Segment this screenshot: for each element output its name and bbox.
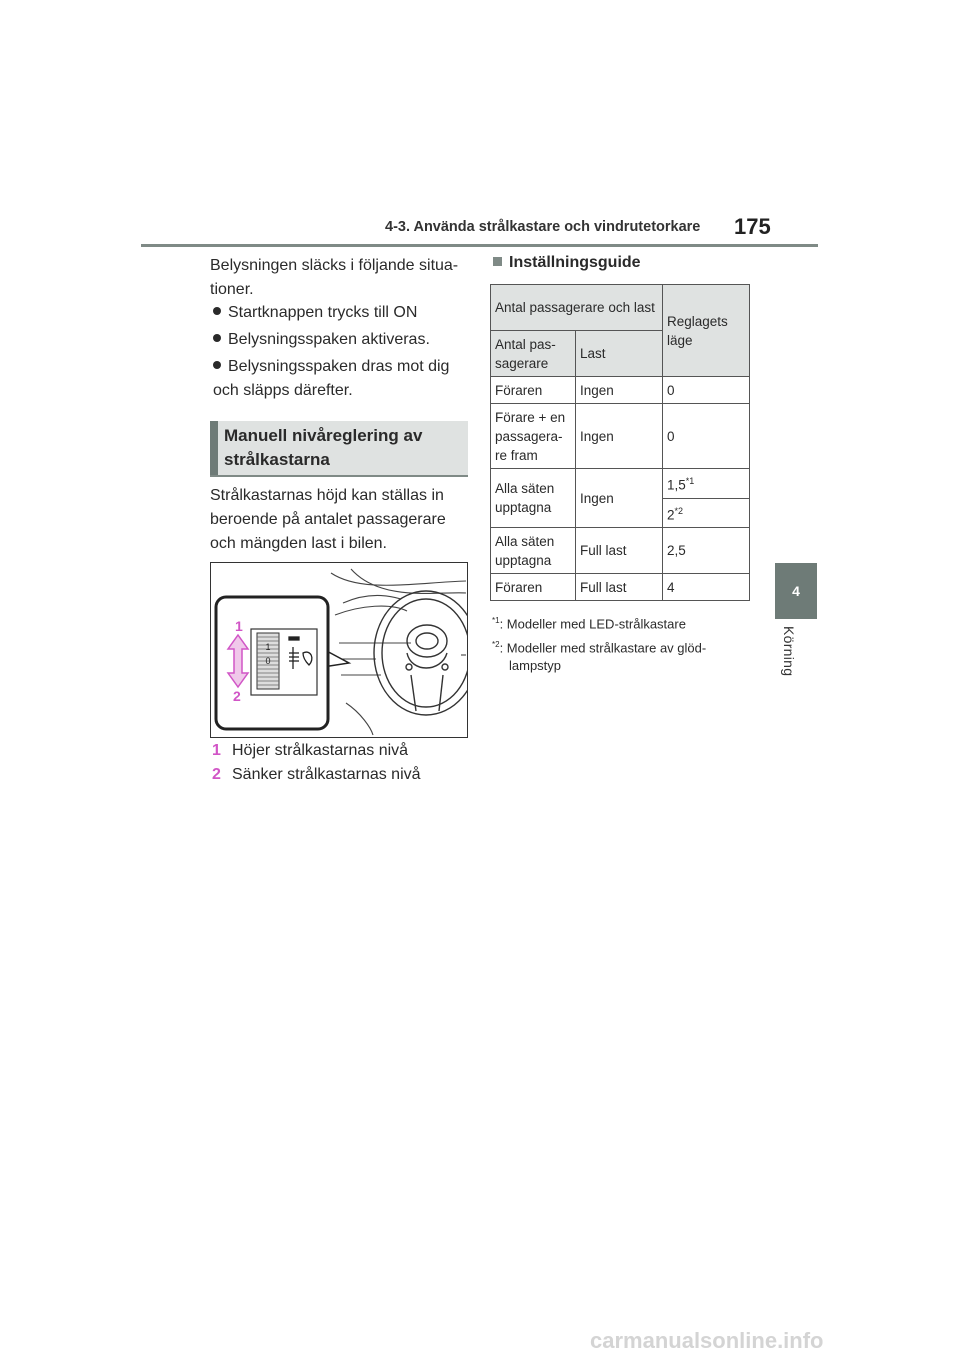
header-passengers-and-load: Antal passagerare och last bbox=[491, 285, 663, 331]
bullet-item bbox=[213, 355, 463, 403]
footnote-continuation: lampstyp bbox=[509, 658, 562, 674]
footnote-text: : Modeller med strålkastare av glöd- bbox=[499, 640, 707, 656]
cell-load: Ingen bbox=[576, 404, 663, 469]
figure-label-down: 2 bbox=[233, 688, 241, 704]
cell-passengers: Förare + en passagera-re fram bbox=[491, 404, 576, 469]
header-section-title: 4-3. Använda strålkastare och vindrutetorkare bbox=[385, 219, 701, 235]
chapter-tab[interactable] bbox=[775, 563, 817, 619]
header-setting: Reglagets läge bbox=[663, 285, 750, 377]
figure-label-up: 1 bbox=[235, 618, 243, 634]
intro-text: Belysningen släcks i följande situa-tioner. bbox=[210, 257, 459, 298]
footnote-ref: *2 bbox=[674, 505, 684, 516]
footnote-text: : Modeller med LED-strålkastare bbox=[499, 616, 686, 632]
cell-setting bbox=[663, 498, 750, 528]
bullet-text: Belysningsspaken aktiveras. bbox=[228, 331, 430, 348]
cell-passengers: Föraren bbox=[491, 574, 576, 601]
section-heading-box bbox=[210, 421, 468, 477]
legend-item bbox=[212, 740, 408, 762]
footnote bbox=[492, 612, 686, 633]
cell-setting: 4 bbox=[663, 574, 750, 601]
bullet-text: Belysningsspaken dras mot dig och släpps därefter. bbox=[213, 358, 450, 399]
cell-setting: 0 bbox=[663, 377, 750, 404]
section-heading: Manuell nivåreglering av strålkastarna bbox=[224, 426, 423, 469]
cell-passengers: Föraren bbox=[491, 377, 576, 404]
page-number: 175 bbox=[734, 214, 771, 239]
legend-text: Höjer strålkastarnas nivå bbox=[232, 742, 409, 759]
header-load: Last bbox=[576, 331, 663, 377]
table-row bbox=[491, 574, 750, 601]
cell-load: Ingen bbox=[576, 377, 663, 404]
subsection-heading bbox=[493, 254, 641, 272]
setting-value: 2 bbox=[667, 507, 675, 522]
cell-setting: 2,5 bbox=[663, 528, 750, 574]
header-passengers: Antal pas-sagerare bbox=[491, 331, 576, 377]
bullet-dot-icon bbox=[213, 307, 221, 315]
bullet-dot-icon bbox=[213, 334, 221, 342]
footnote-mark: *2 bbox=[492, 640, 500, 649]
dial-mark-bottom: 0 bbox=[265, 656, 271, 666]
chapter-tab-label: Körning bbox=[781, 626, 797, 677]
bullet-item bbox=[213, 301, 463, 325]
headlight-leveling-figure bbox=[210, 562, 468, 738]
table-row bbox=[491, 404, 750, 469]
legend-number: 1 bbox=[212, 742, 221, 759]
legend-number: 2 bbox=[212, 766, 221, 783]
header-divider bbox=[141, 244, 818, 247]
cell-load: Full last bbox=[576, 528, 663, 574]
subsection-heading-text: Inställningsguide bbox=[509, 254, 641, 271]
settings-guide-table bbox=[490, 284, 750, 601]
cell-setting bbox=[663, 469, 750, 499]
bullet-text: Startknappen trycks till ON bbox=[228, 304, 418, 321]
steering-wheel-icon bbox=[374, 591, 467, 715]
bullet-dot-icon bbox=[213, 361, 221, 369]
footnote-mark: *1 bbox=[492, 616, 500, 625]
footnote bbox=[492, 636, 748, 675]
cell-passengers: Alla säten upptagna bbox=[491, 528, 576, 574]
section-paragraph: Strålkastarnas höjd kan ställas in beroende på antalet passagerare och mängden last i bilen. bbox=[210, 487, 446, 552]
section-heading-bar bbox=[210, 421, 218, 475]
dial-mark-top: 1 bbox=[265, 642, 271, 652]
cell-load: Full last bbox=[576, 574, 663, 601]
cell-passengers: Alla säten upptagna bbox=[491, 469, 576, 528]
legend-item bbox=[212, 764, 421, 786]
table-row bbox=[491, 469, 750, 499]
table-row bbox=[491, 528, 750, 574]
chapter-tab-number: 4 bbox=[792, 583, 800, 599]
cell-load: Ingen bbox=[576, 469, 663, 528]
bullet-item bbox=[213, 328, 463, 352]
legend-text: Sänker strålkastarnas nivå bbox=[232, 766, 421, 783]
cell-setting: 0 bbox=[663, 404, 750, 469]
setting-value: 1,5 bbox=[667, 477, 686, 493]
table-row bbox=[491, 377, 750, 404]
watermark-text: carmanualsonline.info bbox=[590, 1328, 824, 1353]
square-bullet-icon bbox=[493, 257, 502, 266]
footnote-ref: *1 bbox=[685, 476, 695, 486]
table-header-row bbox=[491, 285, 750, 331]
dashboard-illustration bbox=[211, 563, 467, 737]
leveling-dial-icon bbox=[257, 633, 279, 689]
